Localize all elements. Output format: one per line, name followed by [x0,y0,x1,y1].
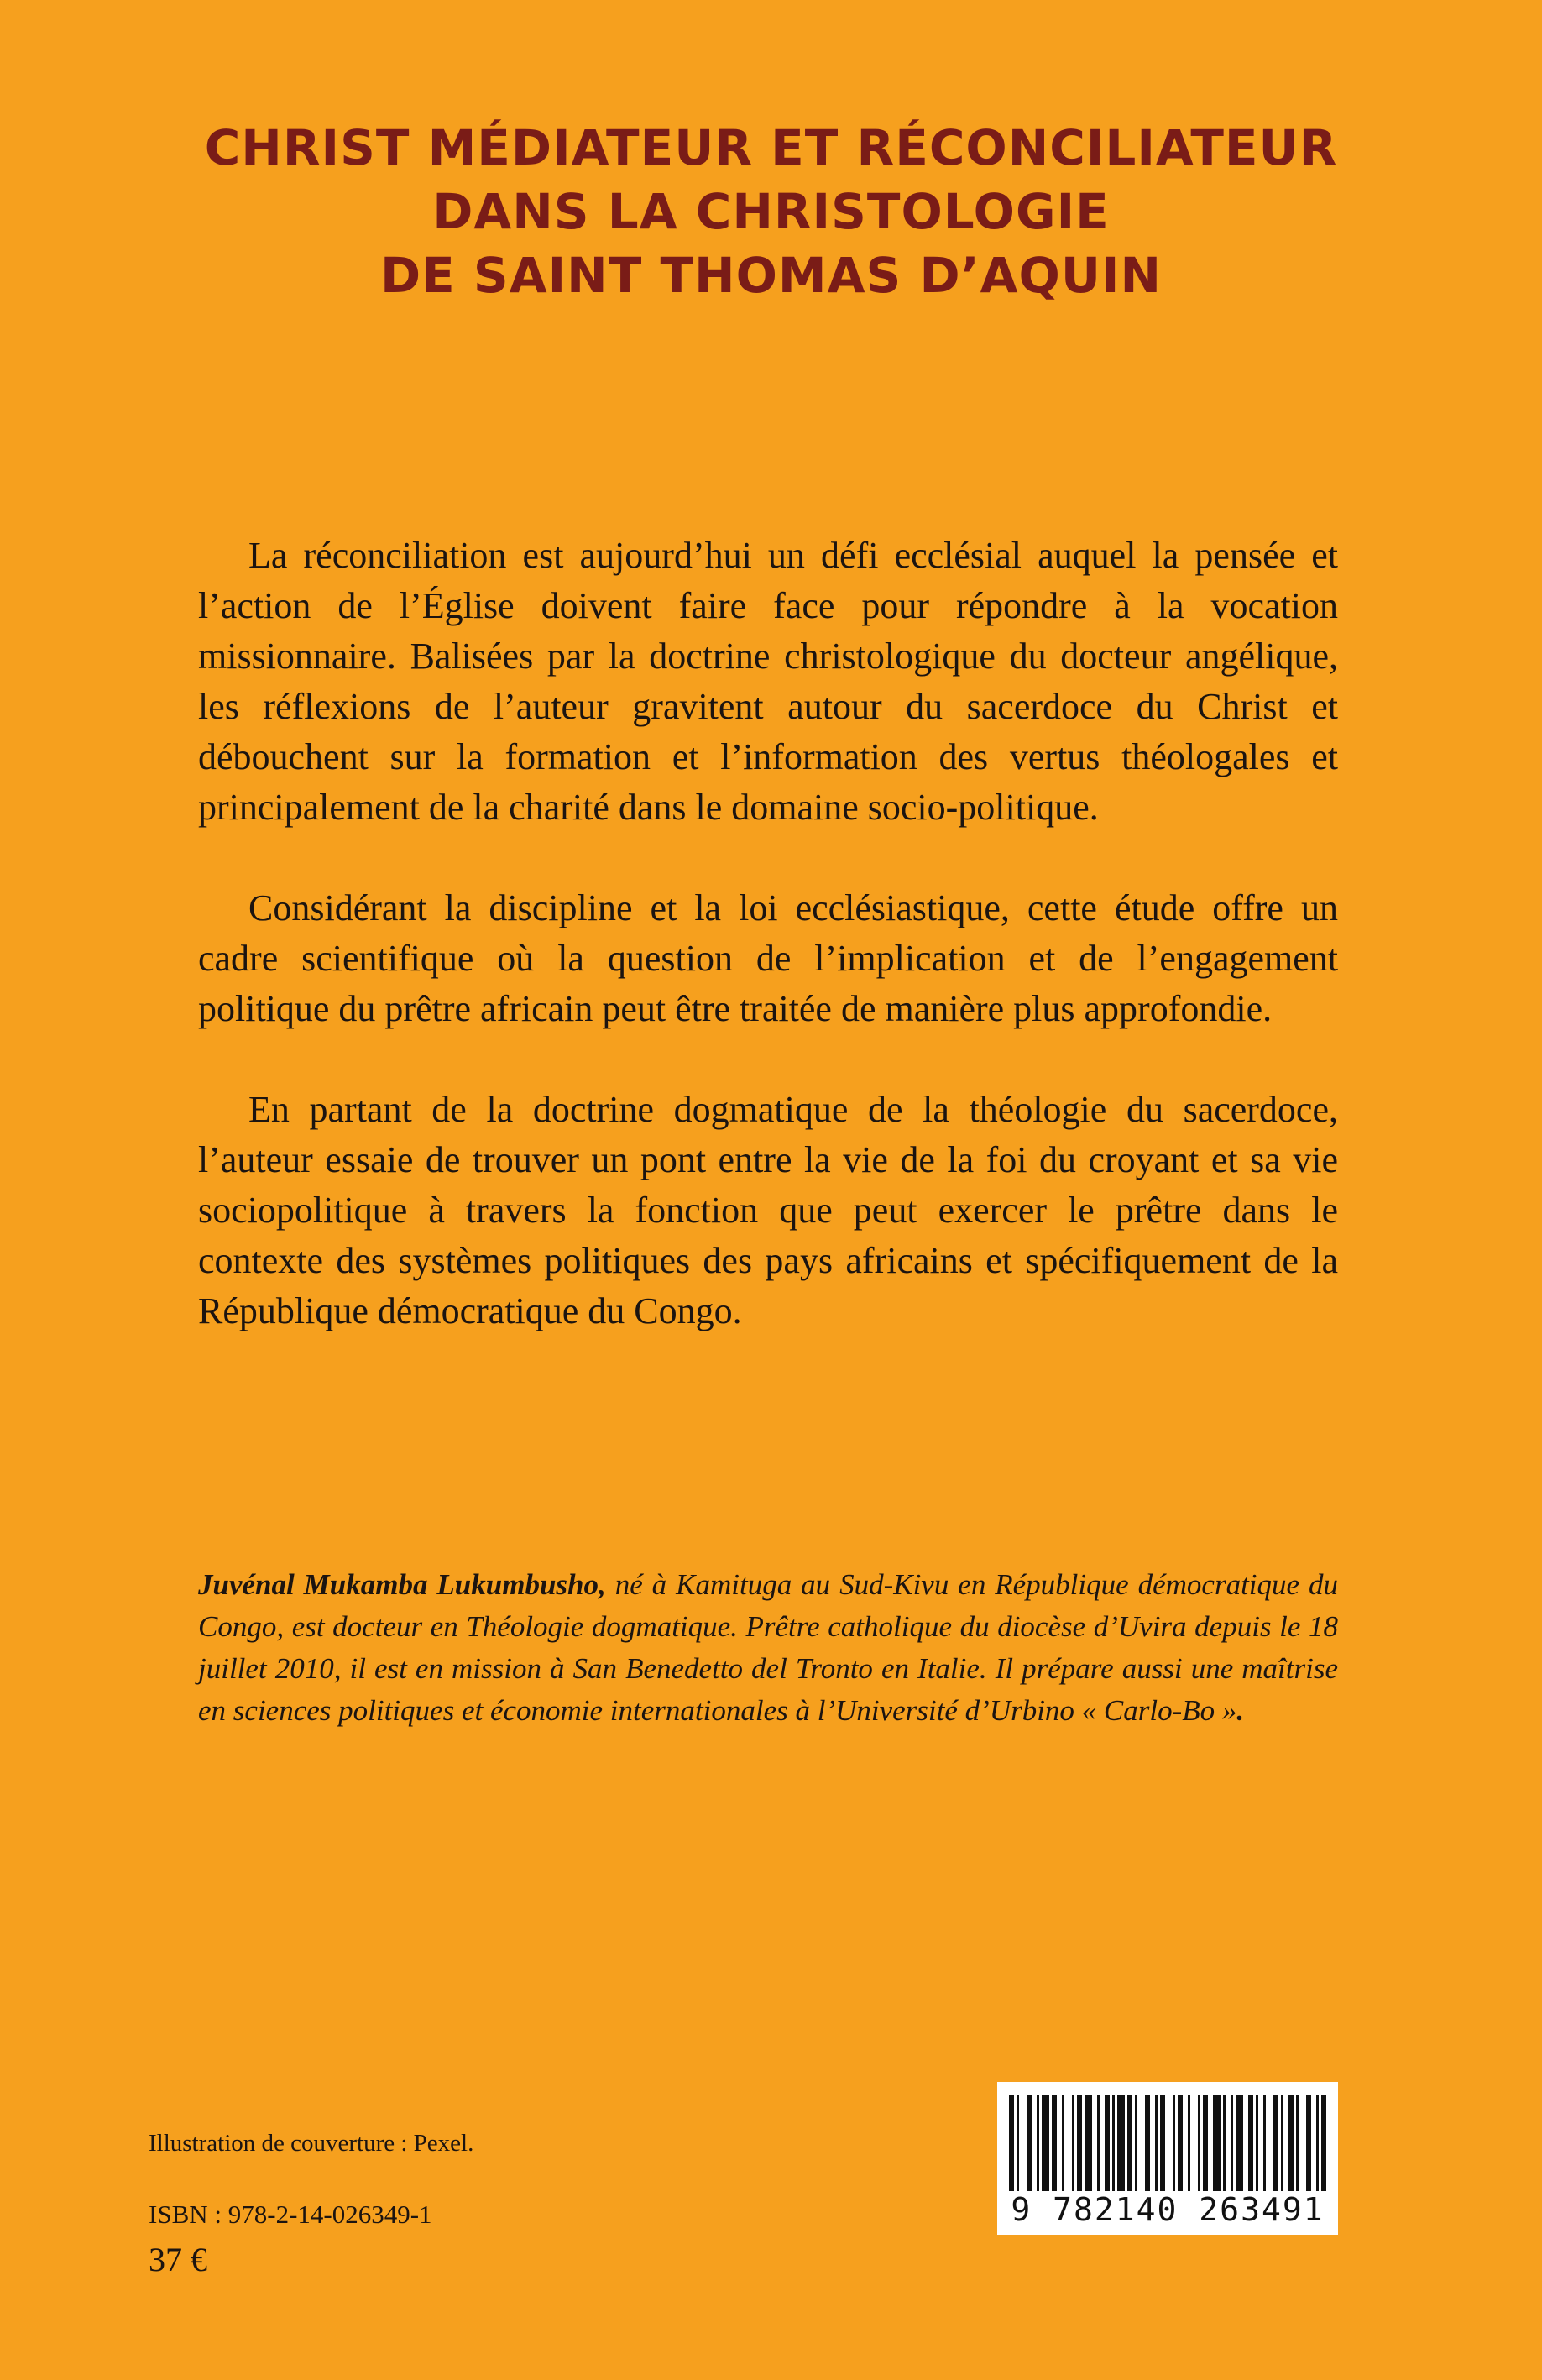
barcode-bar [1062,2095,1064,2194]
author-bio [198,1564,1338,1732]
barcode-bar [1213,2095,1221,2194]
barcode-bar [1273,2095,1278,2194]
barcode-bar [1105,2095,1110,2194]
book-title [0,116,1542,307]
title-line-2: DANS LA CHRISTOLOGIE [432,183,1110,240]
title-line-1: CHRIST MÉDIATEUR ET RÉCONCILIATEUR [204,119,1338,176]
summary-paragraph-2: Considérant la discipline et la loi ecclésiastique, cette étude offre un cadre scientifique où la question de l’implication et de l’engagement politique du prêtre africain peut être traitée de manière plus approfondie. [198,887,1338,1029]
barcode-bar [1288,2095,1294,2194]
barcode-bar [1072,2095,1074,2194]
barcode-bar [1173,2095,1175,2194]
barcode-bar [1160,2095,1165,2194]
barcode-bar [1256,2095,1258,2194]
author-name: Juvénal Mukamba Lukumbusho, [198,1568,606,1601]
barcode-bar [1085,2095,1092,2194]
illustration-credit: Illustration de couverture : Pexel. [149,2130,474,2157]
isbn: ISBN : 978-2-14-026349-1 [149,2200,432,2229]
price: 37 € [149,2241,207,2278]
barcode-digits: 9 782140 263491 [997,2191,1338,2228]
barcode-bars [1009,2095,1326,2194]
barcode-bar [1236,2095,1243,2194]
barcode-bar [1248,2095,1253,2194]
barcode-bar [1198,2095,1200,2194]
barcode [997,2082,1338,2235]
barcode-bar [1112,2095,1115,2194]
summary-paragraph-3: En partant de la doctrine dogmatique de la théologie du sacerdoce, l’auteur essaie de trouver un pont entre la vie de la foi du croyant et sa vie sociopolitique à travers la fonction que peut exercer le prêtre dans le contexte des systèmes politiques des pays africains et spécifiquement de la République démocratique du Congo. [198,1089,1338,1331]
barcode-bar [1231,2095,1233,2194]
barcode-bar [1027,2095,1032,2194]
barcode-bar [1117,2095,1125,2194]
barcode-bar [1316,2095,1319,2194]
barcode-bar [1135,2095,1137,2194]
summary-text [198,531,1338,1387]
barcode-bar [1145,2095,1150,2194]
author-bio-end: . [1236,1694,1245,1727]
barcode-bar [1178,2095,1183,2194]
barcode-bar [1188,2095,1190,2194]
barcode-bar [1155,2095,1158,2194]
summary-paragraph-1: La réconciliation est aujourd’hui un défi ecclésial auquel la pensée et l’action de l’Église doivent faire face pour répondre à la vocation missionnaire. Balisées par la doctrine christologique du docteur angélique, les réflexions de l’auteur gravitent autour du sacerdoce du Christ et débouchent sur la formation et l’information des vertus théologales et principalement de la charité dans le domaine socio-politique. [198,535,1338,828]
barcode-bar [1223,2095,1226,2194]
barcode-bar [1042,2095,1049,2194]
title-line-3: DE SAINT THOMAS D’AQUIN [379,247,1163,304]
barcode-bar [1052,2095,1057,2194]
barcode-bar [1127,2095,1132,2194]
barcode-bar [1203,2095,1208,2194]
barcode-bar [1321,2095,1326,2194]
barcode-bar [1037,2095,1039,2194]
barcode-bar [1009,2095,1014,2194]
barcode-bar [1296,2095,1299,2194]
barcode-bar [1281,2095,1283,2194]
barcode-bar [1097,2095,1100,2194]
author-bio-text: né à Kamituga au Sud-Kivu en République démocratique du Congo, est docteur en Théologie dogmatique. Prêtre catholique du diocèse d’Uvira depuis le 18 juillet 2010, il est en mission à San Benedetto del Tronto en Italie. Il prépare aussi une maîtrise en sciences politiques et économie internationales à l’Université d’Urbino « Carlo-Bo » [198,1568,1338,1727]
barcode-bar [1263,2095,1266,2194]
barcode-bar [1017,2095,1019,2194]
barcode-bar [1306,2095,1311,2194]
barcode-bar [1077,2095,1082,2194]
